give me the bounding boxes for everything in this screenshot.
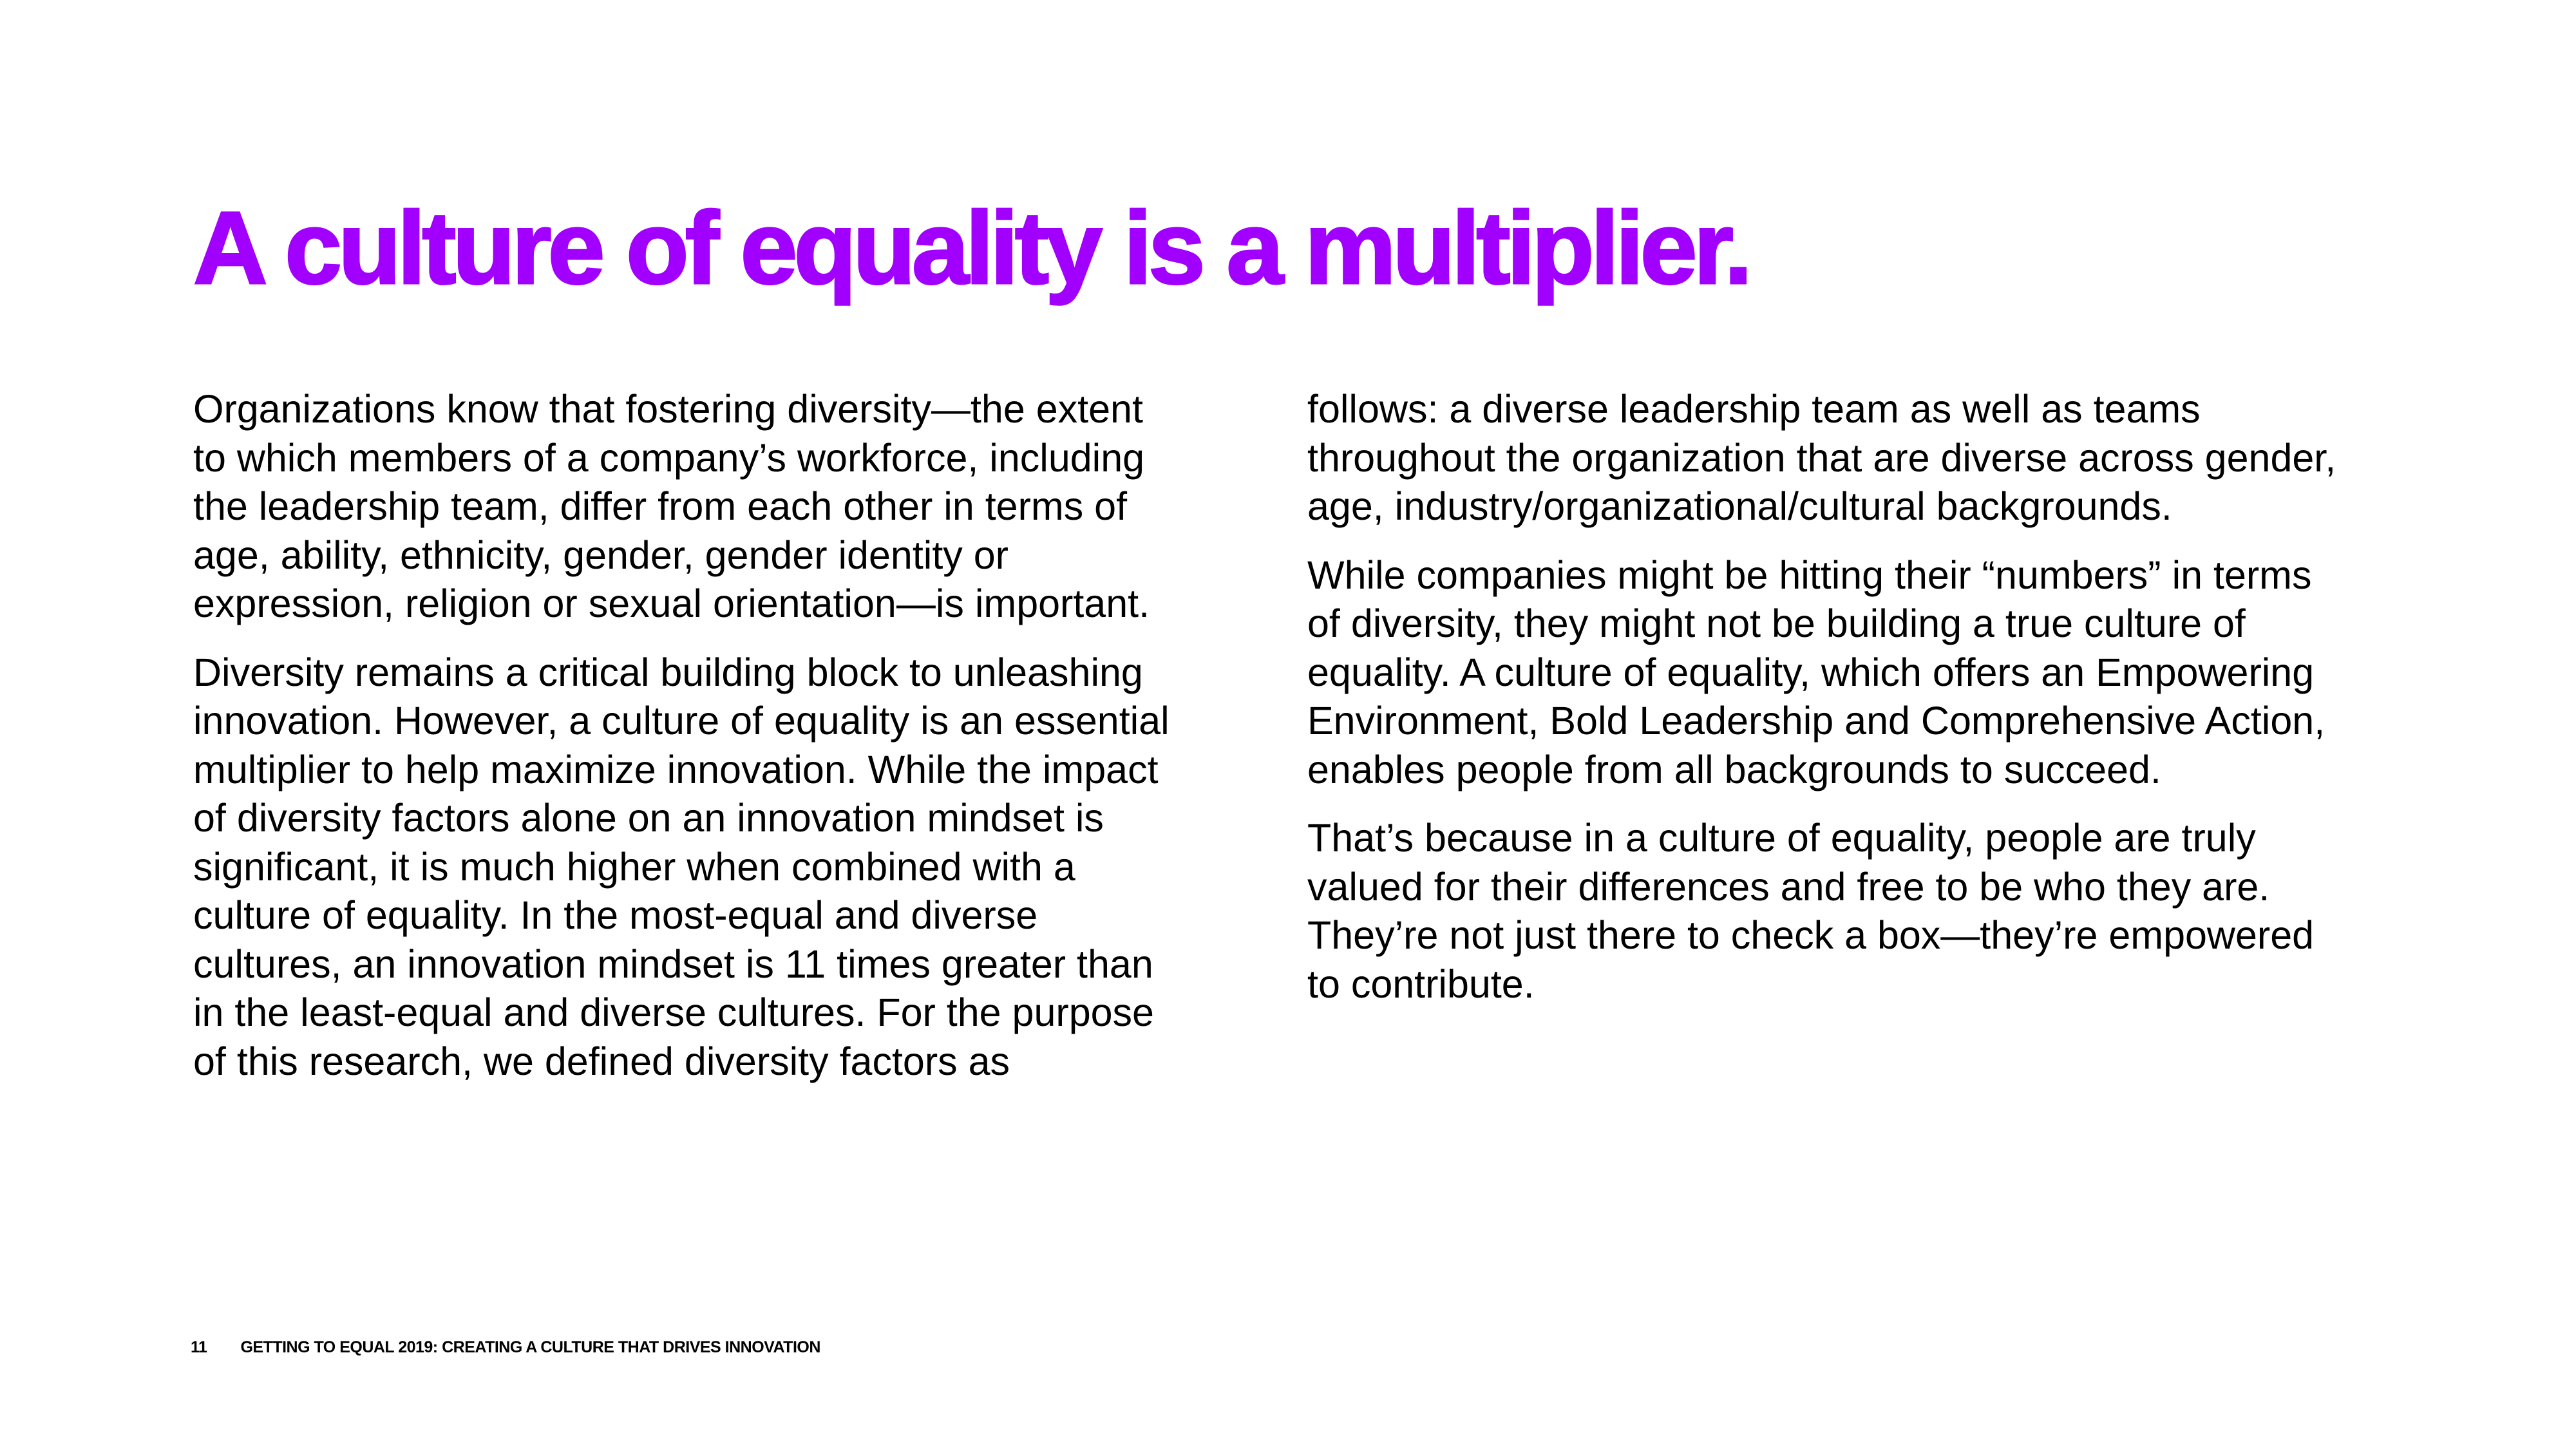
page-number: 11 <box>191 1338 207 1356</box>
page-title: A culture of equality is a multiplier. <box>193 190 1749 305</box>
body-paragraph: While companies might be hitting their “numbers” in terms of diversity, they might not be building a true culture of equality. A culture of equality, which offers an Empowering Environment, Bold Leadership and Comprehensive Action, enables people from all backgrounds to succeed. <box>1307 553 2325 791</box>
page-footer <box>191 1338 820 1357</box>
body-paragraph: Organizations know that fostering diversity—the extent to which members of a company’s workforce, including the leadership team, differ from each other in terms of age, ability, ethnicity, gender, gender identity or expression, religion or sexual orientation—is important. <box>193 387 1150 625</box>
report-title: GETTING TO EQUAL 2019: CREATING A CULTURE THAT DRIVES INNOVATION <box>240 1338 820 1356</box>
right-column <box>1307 385 2344 1028</box>
body-paragraph: follows: a diverse leadership team as well as teams throughout the organization that are diverse across gender, age, industry/organizational/cultural backgrounds. <box>1307 387 2336 528</box>
left-column <box>193 385 1172 1106</box>
body-paragraph: That’s because in a culture of equality, people are truly valued for their differences and free to be who they are. They’re not just there to check a box—they’re empowered to contribute. <box>1307 816 2315 1006</box>
body-paragraph: Diversity remains a critical building block to unleashing innovation. However, a culture of equality is an essential multiplier to help maximize innovation. While the impact of diversity factors alone on an innovation mindset is significant, it is much higher when combined with a culture of equality. In the most-equal and diverse cultures, an innovation mindset is 11 times greater than in the least-equal and diverse cultures. For the purpose of this research, we defined diversity factors as <box>193 650 1170 1083</box>
